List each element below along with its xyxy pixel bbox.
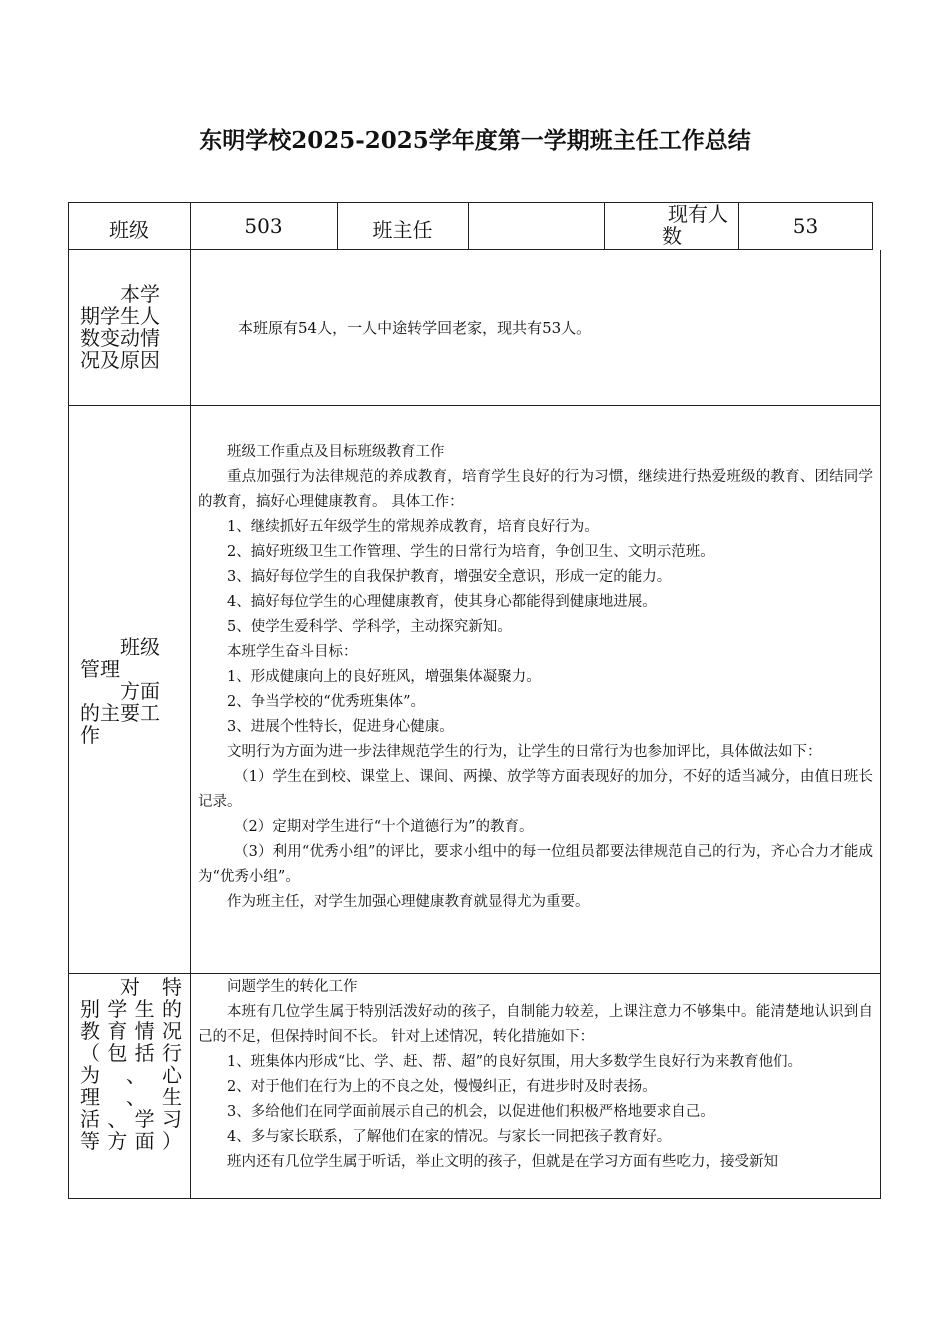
section1-label-line: 期学生人 — [80, 304, 160, 328]
section3-label-line: 对 特 — [120, 975, 182, 999]
section3-label-line: 别学生的 — [80, 997, 182, 1021]
section3-label — [80, 976, 182, 1152]
paragraph: 5、使学生爱科学、学科学，主动探究新知。 — [227, 619, 512, 635]
paragraph: 班内还有几位学生属于听话，举止文明的孩子，但就是在学习方面有些吃力，接受新知 — [227, 1154, 778, 1170]
paragraph: 2、搞好班级卫生工作管理、学生的日常行为培育，争创卫生、文明示范班。 — [227, 544, 715, 560]
section3-label-line: 等方面） — [80, 1129, 182, 1153]
section1-label-line: 本学 — [120, 282, 160, 306]
paragraph: 文明行为方面为进一步法律规范学生的行为，让学生的日常行为也参加评比，具体做法如下： — [227, 744, 822, 760]
paragraph: 班级工作重点及目标班级教育工作 — [227, 444, 445, 460]
section2-content — [198, 440, 873, 915]
paragraph: 4、搞好每位学生的心理健康教育，使其身心都能得到健康地进展。 — [227, 594, 657, 610]
section3-label-line: （包括行 — [80, 1041, 182, 1065]
paragraph: 作为班主任，对学生加强心理健康教育就显得尤为重要。 — [227, 894, 590, 910]
paragraph: 4、多与家长联系，了解他们在家的情况。与家长一同把孩子教育好。 — [227, 1129, 672, 1145]
paragraph: 本班有几位学生属于特别活泼好动的孩子，自制能力较差，上课注意力不够集中。能清楚地认识到自己的不足，但保持时间不长。 针对上述情况，转化措施如下： — [198, 1004, 873, 1045]
class-value: 503 — [244, 214, 283, 238]
paragraph: 3、进展个性特长，促进身心健康。 — [227, 719, 454, 735]
paragraph: 1、继续抓好五年级学生的常规养成教育，培育良好行为。 — [227, 519, 599, 535]
paragraph: 1、班集体内形成“比、学、赶、帮、超”的良好氛围，用大多数学生良好行为来教育他们。 — [227, 1054, 803, 1070]
paragraph: 1、形成健康向上的良好班风，增强集体凝聚力。 — [227, 669, 541, 685]
paragraph: 2、对于他们在行为上的不良之处，慢慢纠正，有进步时及时表扬。 — [227, 1079, 657, 1095]
class-label: 班级 — [109, 218, 149, 242]
paragraph: （3）利用“优秀小组”的评比，要求小组中的每一位组员都要法律规范自己的行为，齐心合力才能成为“优秀小组”。 — [198, 844, 873, 885]
paragraph: （1）学生在到校、课堂上、课间、两操、放学等方面表现好的加分，不好的适当减分，由值日班长记录。 — [198, 769, 873, 810]
section1-label — [80, 283, 180, 371]
section1-label-line: 况及原因 — [80, 348, 160, 372]
section2-label-line: 管理 — [80, 657, 120, 681]
section3-label-line: 活、学习 — [80, 1107, 182, 1131]
section2-label-line: 作 — [80, 723, 100, 747]
section2-label — [80, 636, 180, 746]
section2-label-line: 班级 — [120, 635, 160, 659]
paragraph: 问题学生的转化工作 — [227, 979, 358, 995]
teacher-label: 班主任 — [372, 218, 433, 242]
paragraph: 重点加强行为法律规范的养成教育，培育学生良好的行为习惯，继续进行热爱班级的教育、团结同学的教育，搞好心理健康教育。 具体工作： — [198, 469, 873, 510]
count-label-line1: 现有人 — [668, 202, 728, 226]
page-title: 东明学校2025-2025学年度第一学期班主任工作总结 — [199, 127, 751, 154]
paragraph: 3、多给他们在同学面前展示自己的机会，以促进他们积极严格地要求自己。 — [227, 1104, 715, 1120]
section3-content — [198, 975, 873, 1197]
paragraph: 本班学生奋斗目标： — [227, 644, 358, 660]
section3-label-line: 为 、 心 — [80, 1063, 182, 1087]
section1-label-line: 数变动情 — [80, 326, 160, 350]
section2-label-line: 方面 — [120, 679, 160, 703]
section3-label-line: 理 、 生 — [80, 1085, 182, 1109]
header-divider — [468, 202, 469, 250]
row-divider — [68, 405, 881, 406]
section3-label-line: 教育情况 — [80, 1019, 182, 1043]
paragraph: （2）定期对学生进行“十个道德行为”的教育。 — [234, 819, 534, 835]
section1-text: 本班原有54人，一人中途转学回老家，现共有53人。 — [238, 319, 592, 337]
paragraph: 3、搞好每位学生的自我保护教育，增强安全意识，形成一定的能力。 — [227, 569, 672, 585]
section2-label-line: 的主要工 — [80, 701, 160, 725]
label-column-divider — [190, 250, 191, 1199]
row-divider — [68, 973, 881, 974]
section1-content — [198, 316, 873, 341]
count-label-line2: 数 — [662, 224, 682, 248]
paragraph: 2、争当学校的“优秀班集体”。 — [227, 694, 426, 710]
count-value: 53 — [792, 214, 819, 238]
count-label — [604, 203, 738, 247]
